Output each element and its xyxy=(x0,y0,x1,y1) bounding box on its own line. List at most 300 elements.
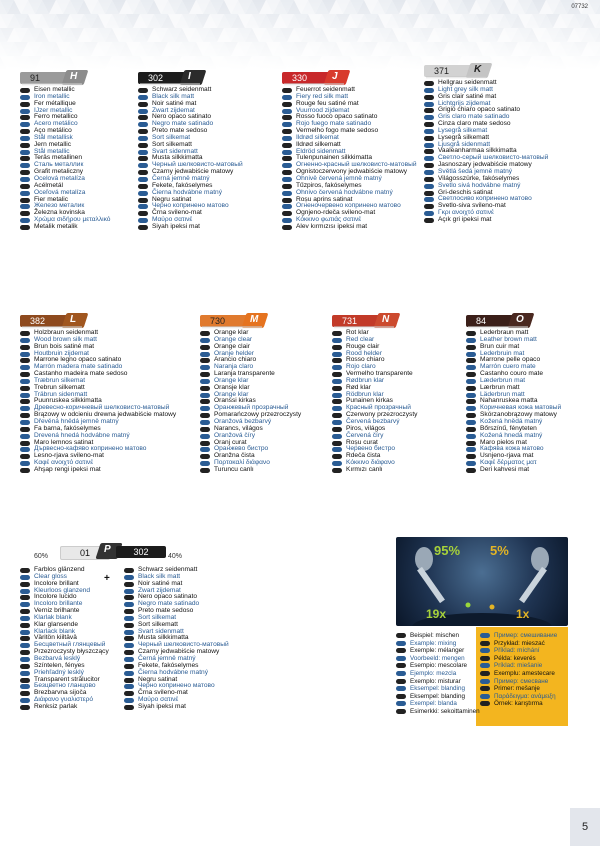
color-name-text: Κόκκινο φωτιάς σατινέ xyxy=(296,216,362,224)
language-flag-icon xyxy=(20,393,30,398)
language-flag-icon xyxy=(424,143,434,148)
language-flag-icon xyxy=(466,372,476,377)
color-name-text: Πορτοκαλί διάφανο xyxy=(214,459,270,467)
color-name-text: Παράδειγμα: ανάμειξη xyxy=(494,692,556,700)
color-name-text: Grigio chiaro opaco satinato xyxy=(438,106,521,114)
color-name-text: Svetlo-siva svileno-mat xyxy=(438,202,506,210)
color-name-text: Χρώμα σιδήρου μεταλλικό xyxy=(34,216,111,224)
language-flag-icon xyxy=(424,163,434,168)
language-flag-icon xyxy=(466,406,476,411)
language-flag-icon xyxy=(20,664,30,669)
language-flag-icon xyxy=(466,420,476,425)
color-name-text: Light grey silk matt xyxy=(438,85,493,93)
color-name-text: Drevená hnedá hodvábne matný xyxy=(34,431,130,439)
color-name-text: Acero metálico xyxy=(34,120,78,128)
photo-count-left: 19x xyxy=(426,607,447,621)
color-tab xyxy=(466,313,536,327)
color-name-text: Skórzanobrązowy matowy xyxy=(480,411,557,419)
language-flag-icon xyxy=(20,671,30,676)
language-flag-icon xyxy=(282,143,292,148)
language-flag-icon xyxy=(424,197,434,202)
color-name-text: Læderbrun mat xyxy=(480,376,526,384)
color-name-text: Светлосиво копринено матово xyxy=(438,195,532,203)
language-flag-icon xyxy=(282,129,292,134)
language-flag-icon xyxy=(282,150,292,155)
color-name-text: Feuerrot seidenmatt xyxy=(296,86,356,93)
color-name-text: Черный шелковисто-матовый xyxy=(152,161,243,169)
color-name-text: Czarny jedwabiście matowy xyxy=(152,168,234,176)
color-letter: M xyxy=(250,314,259,325)
color-name-text: Metalik metalik xyxy=(34,222,78,230)
color-name-text: Cinza claro mate sedoso xyxy=(438,120,511,128)
language-flag-icon xyxy=(396,663,406,668)
color-code: 730 xyxy=(200,315,248,327)
color-name-text: Példa: keverés xyxy=(494,654,536,662)
language-flag-icon xyxy=(332,454,342,459)
language-flag-icon xyxy=(200,358,210,363)
language-flag-icon xyxy=(20,461,30,466)
color-name-text: Kožená hnedá matný xyxy=(480,431,543,439)
color-name-text: Безцветно гланцово xyxy=(34,682,96,690)
color-name-text: Castanho couro mate xyxy=(480,370,544,378)
language-flag-icon xyxy=(20,420,30,425)
color-name-text: Træbrun silkemat xyxy=(34,376,86,384)
language-flag-icon xyxy=(20,657,30,662)
language-flag-icon xyxy=(138,95,148,100)
language-flag-icon xyxy=(396,656,406,661)
language-flag-icon xyxy=(282,88,292,93)
language-flag-icon xyxy=(200,447,210,452)
language-flag-icon xyxy=(20,609,30,614)
color-name-text: Svart sidenmatt xyxy=(138,627,184,635)
color-name-text: Brezbarvna sijoča xyxy=(34,689,87,697)
color-name-text: Dřevěná hnědá jemně matný xyxy=(34,417,119,425)
language-flag-icon xyxy=(124,595,134,600)
color-name-text: Wood brown silk matt xyxy=(34,335,97,343)
color-name-text: Orange clear xyxy=(214,335,253,343)
language-flag-icon xyxy=(332,427,342,432)
color-name-text: Sort silkematt xyxy=(152,140,192,148)
color-name-text: Arancio chiaro xyxy=(214,356,257,364)
color-tab xyxy=(332,313,402,327)
language-line xyxy=(124,704,264,711)
color-name-text: Orange clair xyxy=(214,342,250,350)
color-letter: N xyxy=(382,314,390,325)
language-flag-icon xyxy=(396,648,406,653)
language-flag-icon xyxy=(20,129,30,134)
color-code: 731 xyxy=(332,315,380,327)
language-flag-icon xyxy=(20,163,30,168)
language-flag-icon xyxy=(332,441,342,446)
language-flag-icon xyxy=(20,698,30,703)
language-flag-icon xyxy=(466,358,476,363)
language-flag-icon xyxy=(282,204,292,209)
language-flag-icon xyxy=(200,406,210,411)
language-flag-icon xyxy=(20,636,30,641)
language-flag-icon xyxy=(424,129,434,134)
color-block-b302 xyxy=(138,70,278,231)
language-line xyxy=(480,647,568,655)
color-block-b84 xyxy=(466,313,600,474)
language-flag-icon xyxy=(332,461,342,466)
language-flag-icon xyxy=(332,406,342,411)
color-name-text: Tulenpunainen silkkimatta xyxy=(296,154,372,162)
language-line xyxy=(424,217,564,224)
mix-letter: P xyxy=(104,544,111,555)
color-name-text: Eksempel: blanding xyxy=(410,692,465,700)
language-flag-icon xyxy=(124,650,134,655)
language-line xyxy=(396,708,536,716)
color-name-text: Fa barna, fakóselymes xyxy=(34,424,101,432)
language-flag-icon xyxy=(138,150,148,155)
language-flag-icon xyxy=(20,184,30,189)
color-name-text: Rojo claro xyxy=(346,363,376,371)
color-name-text: Gris claro mate satinado xyxy=(438,113,510,121)
language-flag-icon xyxy=(20,427,30,432)
language-flag-icon xyxy=(138,109,148,114)
color-name-text: Stål metallic xyxy=(34,147,70,155)
language-flag-icon xyxy=(124,582,134,587)
language-flag-icon xyxy=(466,365,476,370)
language-flag-icon xyxy=(124,705,134,710)
language-flag-icon xyxy=(20,225,30,230)
color-name-text: Черный шелковисто-матовый xyxy=(138,641,229,649)
language-flag-icon xyxy=(138,88,148,93)
language-flag-icon xyxy=(424,95,434,100)
color-name-text: Черно копринено матово xyxy=(138,682,215,690)
language-flag-icon xyxy=(282,163,292,168)
language-flag-icon xyxy=(20,95,30,100)
language-flag-icon xyxy=(480,648,490,653)
color-name-text: Leather brown matt xyxy=(480,335,537,343)
color-name-text: Fier metalic xyxy=(34,195,69,203)
color-name-text: Καφέ δέρματος ματ xyxy=(480,459,537,467)
language-flag-icon xyxy=(424,136,434,141)
color-name-text: Svetlo sivá hodvábne matný xyxy=(438,181,521,189)
language-flag-icon xyxy=(124,636,134,641)
language-flag-icon xyxy=(466,393,476,398)
language-flag-icon xyxy=(282,115,292,120)
language-flag-icon xyxy=(20,143,30,148)
color-name-text: Černá jemně matný xyxy=(152,174,210,182)
language-flag-icon xyxy=(138,184,148,189)
language-flag-icon xyxy=(200,399,210,404)
color-name-text: Incolore lucido xyxy=(34,593,77,601)
color-name-text: Rdeča čista xyxy=(346,452,381,460)
language-flag-icon xyxy=(282,95,292,100)
color-name-text: Renksiz parlak xyxy=(34,702,78,710)
language-flag-icon xyxy=(20,447,30,452)
language-flag-icon xyxy=(20,338,30,343)
language-flag-icon xyxy=(124,698,134,703)
language-flag-icon xyxy=(282,170,292,175)
language-line xyxy=(480,632,568,640)
language-flag-icon xyxy=(200,352,210,357)
language-flag-icon xyxy=(20,602,30,607)
color-name-text: Kleurloos glanzend xyxy=(34,586,91,594)
color-name-text: Színtelen, fényes xyxy=(34,661,85,669)
color-name-text: Noir satiné mat xyxy=(152,99,197,107)
language-flag-icon xyxy=(20,170,30,175)
color-name-text: Sort silkemat xyxy=(138,613,177,621)
language-flag-icon xyxy=(138,129,148,134)
language-flag-icon xyxy=(20,102,30,107)
color-letter: L xyxy=(70,314,77,325)
color-name-text: Beispiel: mischen xyxy=(410,632,459,639)
language-flag-icon xyxy=(466,461,476,466)
color-name-text: Čierna hodvábne matný xyxy=(152,188,223,196)
color-block-b730 xyxy=(200,313,340,474)
color-code: 91 xyxy=(20,72,68,84)
plus-sign: + xyxy=(104,573,110,584)
color-name-text: Exempel: blanda xyxy=(410,700,457,708)
language-flag-icon xyxy=(20,595,30,600)
language-flag-icon xyxy=(332,372,342,377)
color-name-text: Grafit metaliczny xyxy=(34,168,84,176)
language-flag-icon xyxy=(20,623,30,628)
language-flag-icon xyxy=(20,705,30,710)
color-name-text: Oranssi kirkas xyxy=(214,397,256,405)
language-flag-icon xyxy=(124,684,134,689)
pattern-fade xyxy=(0,0,600,70)
color-name-text: Red clear xyxy=(346,335,375,343)
language-line xyxy=(20,467,160,474)
color-name-text: Červená bezbarvý xyxy=(346,417,400,425)
color-tab xyxy=(138,70,208,84)
color-name-text: Železna kovinska xyxy=(34,209,85,217)
color-name-text: Lederbruin mat xyxy=(480,349,525,357)
language-flag-icon xyxy=(396,633,406,638)
language-flag-icon xyxy=(466,338,476,343)
color-name-text: Fekete, fakóselymes xyxy=(152,181,213,189)
language-flag-icon xyxy=(466,399,476,404)
color-name-text: Oranje helder xyxy=(214,349,254,357)
color-name-text: Γκρι ανοιχτό σατινέ xyxy=(438,209,494,217)
color-block-b382 xyxy=(20,313,177,474)
language-flag-icon xyxy=(20,109,30,114)
color-name-text: Holzbraun seidenmatt xyxy=(34,329,99,336)
color-name-text: Siyah ipeksi mat xyxy=(152,222,201,230)
language-flag-icon xyxy=(332,379,342,384)
color-name-text: Világosszürke, fakóselymes xyxy=(438,174,520,182)
color-name-text: Пример: смешивание xyxy=(494,632,558,639)
color-name-text: Оранжево бистро xyxy=(214,445,269,453)
language-flag-icon xyxy=(466,352,476,357)
language-flag-icon xyxy=(332,338,342,343)
color-name-text: Bőrszínű, fényteten xyxy=(480,424,537,432)
color-name-text: Светло-серый шелковисто-матовый xyxy=(438,154,549,162)
color-name-text: Farblos glänzend xyxy=(34,566,85,573)
color-name-text: Vermelho fogo mate sedoso xyxy=(296,127,379,135)
color-name-text: Oranžna čista xyxy=(214,452,255,460)
language-flag-icon xyxy=(424,102,434,107)
language-flag-icon xyxy=(282,156,292,161)
language-flag-icon xyxy=(480,701,490,706)
language-flag-icon xyxy=(20,115,30,120)
color-name-text: Orange klar xyxy=(214,376,249,384)
color-name-text: Negru satinat xyxy=(138,675,178,683)
language-flag-icon xyxy=(200,441,210,446)
language-flag-icon xyxy=(20,406,30,411)
language-flag-icon xyxy=(200,386,210,391)
color-name-text: Iron metallic xyxy=(34,92,70,100)
language-line xyxy=(480,655,568,663)
language-flag-icon xyxy=(332,352,342,357)
color-name-text: Ohnivě červená jemně matný xyxy=(296,174,382,182)
language-flag-icon xyxy=(466,441,476,446)
language-flag-icon xyxy=(124,691,134,696)
language-flag-icon xyxy=(424,149,434,154)
color-name-text: IJzer metallic xyxy=(34,106,73,114)
language-flag-icon xyxy=(424,115,434,120)
language-flag-icon xyxy=(480,633,490,638)
color-name-text: Красный прозрачный xyxy=(346,404,411,412)
color-name-text: Príklad: miešanie xyxy=(494,662,543,670)
language-line xyxy=(138,224,278,231)
language-flag-icon xyxy=(200,468,210,473)
color-name-text: Siyah ipeksi mat xyxy=(138,702,187,710)
color-name-text: Vuurrood zijdemat xyxy=(296,106,350,114)
language-flag-icon xyxy=(200,420,210,425)
color-name-text: Μαύρο σατινέ xyxy=(152,216,193,224)
color-name-text: Ognjeno-rdeča svileno-mat xyxy=(296,209,376,217)
color-name-text: Fer métallique xyxy=(34,99,76,107)
color-name-text: Čierna hodvábne matný xyxy=(138,668,209,676)
color-name-text: Ildrød silkematt xyxy=(296,140,341,148)
color-name-text: Rood helder xyxy=(346,349,382,357)
color-name-text: Musta silkkimatta xyxy=(152,154,203,162)
language-flag-icon xyxy=(200,461,210,466)
language-flag-icon xyxy=(20,191,30,196)
color-name-text: Exemplu: amestecare xyxy=(494,669,555,677)
color-name-text: Väritön kiiltävä xyxy=(34,634,77,642)
color-name-text: Jern metallic xyxy=(34,140,72,148)
language-flag-icon xyxy=(124,575,134,580)
language-line xyxy=(480,662,568,670)
language-flag-icon xyxy=(480,694,490,699)
color-name-text: Turuncu canlı xyxy=(214,465,254,473)
color-name-text: Fiery red silk matt xyxy=(296,92,349,100)
color-name-text: Огненочервено копринено матово xyxy=(296,202,401,210)
color-name-text: Läderbrun matt xyxy=(480,390,525,398)
color-name-text: Rot klar xyxy=(346,329,369,336)
language-line xyxy=(480,640,568,648)
language-flag-icon xyxy=(282,225,292,230)
color-name-text: Коричневая кожа матовый xyxy=(480,404,562,412)
color-name-text: Priehľadný lesklý xyxy=(34,668,84,676)
color-name-text: Lichtgrijs zijdemat xyxy=(438,99,491,107)
language-flag-icon xyxy=(124,678,134,683)
language-flag-icon xyxy=(480,686,490,691)
language-flag-icon xyxy=(332,434,342,439)
color-name-text: Črna svileno-mat xyxy=(152,209,202,217)
color-name-text: Oranj curat xyxy=(214,438,247,446)
color-name-text: Oceľová metalíza xyxy=(34,188,86,196)
language-flag-icon xyxy=(20,589,30,594)
color-code: 371 xyxy=(424,65,472,77)
language-flag-icon xyxy=(480,656,490,661)
color-name-text: Ohnivo červená hodvábne matný xyxy=(296,188,393,196)
color-name-text: Stål metallisk xyxy=(34,133,73,141)
color-name-text: Rosso chiaro xyxy=(346,356,385,364)
color-letter: J xyxy=(332,71,338,82)
language-flag-icon xyxy=(20,678,30,683)
language-flag-icon xyxy=(200,434,210,439)
color-name-text: Roșu curat xyxy=(346,438,378,446)
color-name-text: Narancs, világos xyxy=(214,424,263,432)
language-flag-icon xyxy=(20,211,30,216)
language-flag-icon xyxy=(424,204,434,209)
color-name-text: Бесцветный глянцевый xyxy=(34,641,106,649)
color-name-text: Сталь металлик xyxy=(34,161,84,169)
color-name-text: Sort silkematt xyxy=(138,620,178,628)
color-name-text: Черно копринено матово xyxy=(152,202,229,210)
color-tab xyxy=(20,313,90,327)
mix-percent-right: 40% xyxy=(168,553,183,560)
color-name-text: Eldröd sidenmatt xyxy=(296,147,346,155)
color-name-text: Brun bois satiné mat xyxy=(34,342,95,350)
color-name-text: Rød klar xyxy=(346,383,371,391)
mix-code-left: 01 xyxy=(60,546,110,560)
color-name-text: Örnek: karıştırma xyxy=(494,700,543,708)
color-name-text: Ognistoczerwony jedwabiście matowy xyxy=(296,168,408,176)
language-flag-icon xyxy=(20,177,30,182)
language-flag-icon xyxy=(282,198,292,203)
language-flag-icon xyxy=(480,663,490,668)
language-flag-icon xyxy=(138,102,148,107)
language-flag-icon xyxy=(466,427,476,432)
language-flag-icon xyxy=(124,602,134,607)
language-flag-icon xyxy=(20,345,30,350)
language-flag-icon xyxy=(138,170,148,175)
language-flag-icon xyxy=(20,150,30,155)
language-flag-icon xyxy=(138,204,148,209)
language-flag-icon xyxy=(20,218,30,223)
language-flag-icon xyxy=(200,413,210,418)
color-name-text: Pomarańczowy przezroczysty xyxy=(214,411,302,419)
language-flag-icon xyxy=(20,413,30,418)
color-name-text: Klarlak blank xyxy=(34,613,72,621)
language-flag-icon xyxy=(20,616,30,621)
language-flag-icon xyxy=(424,191,434,196)
language-flag-icon xyxy=(20,575,30,580)
color-name-text: Дървесно-кафяво копринено матово xyxy=(34,445,147,453)
color-name-text: Musta silkkimatta xyxy=(138,634,189,642)
color-name-text: Oranžová číry xyxy=(214,431,256,439)
color-name-text: Schwarz seidenmatt xyxy=(152,86,212,93)
color-name-text: Rouge feu satiné mat xyxy=(296,99,359,107)
color-name-text: Negru satinat xyxy=(152,195,192,203)
language-flag-icon xyxy=(424,184,434,189)
mix-right-list xyxy=(124,564,264,711)
language-flag-icon xyxy=(20,372,30,377)
language-flag-icon xyxy=(20,352,30,357)
color-name-text: Vermelho transparente xyxy=(346,370,413,378)
language-flag-icon xyxy=(424,108,434,113)
color-name-text: Preto mate sedoso xyxy=(152,127,208,135)
color-name-text: Marrone legno opaco satinato xyxy=(34,356,122,364)
language-flag-icon xyxy=(20,650,30,655)
language-flag-icon xyxy=(332,386,342,391)
color-name-text: Laranja transparente xyxy=(214,370,275,378)
language-flag-icon xyxy=(466,454,476,459)
color-name-text: Červená číry xyxy=(346,431,384,439)
language-flag-icon xyxy=(424,177,434,182)
language-flag-icon xyxy=(20,441,30,446)
color-name-text: Κόκκινο διάφανο xyxy=(346,459,395,467)
color-name-text: Usnjeno-rjava mat xyxy=(480,452,534,460)
language-flag-icon xyxy=(282,184,292,189)
